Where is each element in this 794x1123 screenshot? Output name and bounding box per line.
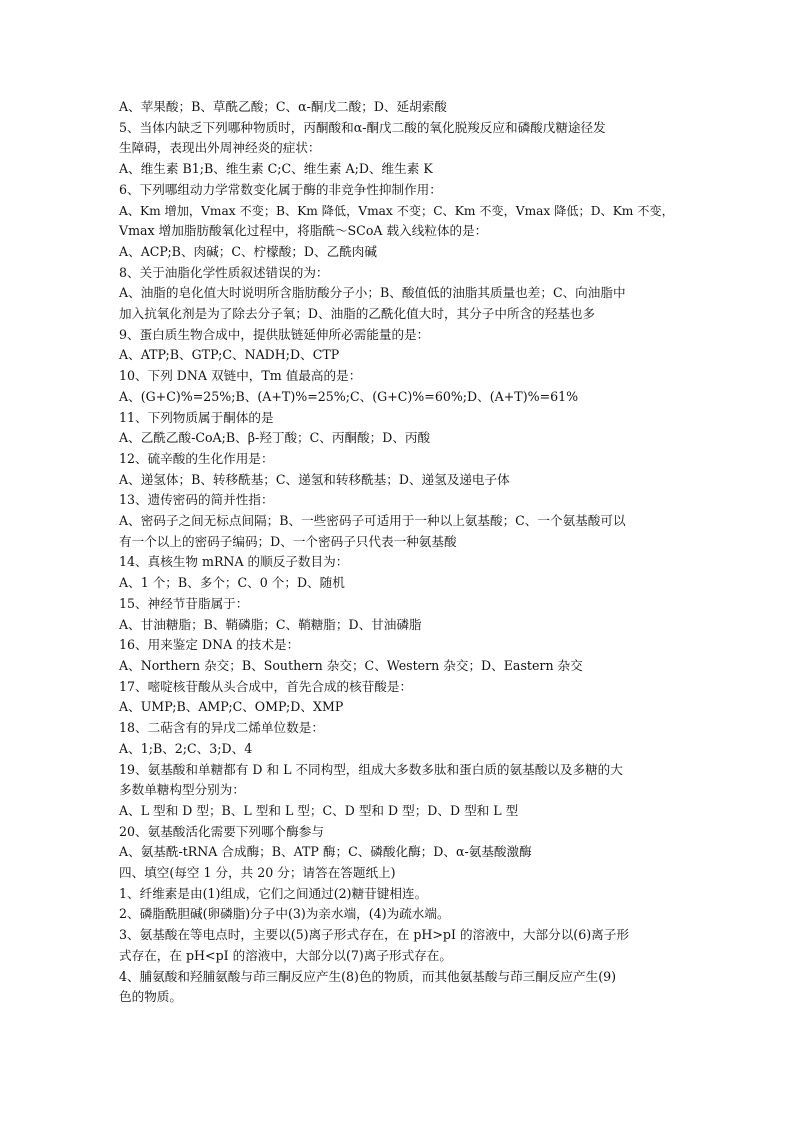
- text-line: 5、当体内缺乏下列哪种物质时，丙酮酸和α-酮戊二酸的氧化脱羧反应和磷酸戊糖途径发: [119, 119, 606, 135]
- text-line: 17、嘧啶核苷酸从头合成中，首先合成的核苷酸是：: [119, 678, 413, 694]
- text-line: A、密码子之间无标点间隔；B、一些密码子可适用于一种以上氨基酸；C、一个氨基酸可以: [119, 513, 626, 529]
- text-line: 13、遗传密码的简并性指：: [119, 492, 274, 508]
- text-line: 15、神经节苷脂属于：: [119, 595, 249, 611]
- text-line: A、维生素 B1;B、维生素 C;C、维生素 A;D、维生素 K: [119, 161, 433, 177]
- text-line: A、甘油糖脂；B、鞘磷脂；C、鞘糖脂；D、甘油磷脂: [119, 616, 422, 632]
- text-line: 11、下列物质属于酮体的是: [119, 409, 274, 425]
- document-body: [119, 97, 679, 1008]
- text-line: A、乙酰乙酸-CoA;B、β-羟丁酸；C、丙酮酸；D、丙酸: [119, 430, 431, 446]
- text-line: 2、磷脂酰胆碱(卵磷脂)分子中(3)为亲水端，(4)为疏水端。: [119, 906, 450, 922]
- text-line: A、Km 增加，Vmax 不变；B、Km 降低，Vmax 不变；C、Km 不变，Vmax 降低；D、Km 不变，: [119, 203, 674, 218]
- text-line: 18、二萜含有的异戊二烯单位数是：: [119, 720, 324, 736]
- text-line: A、苹果酸；B、草酰乙酸；C、α-酮戊二酸；D、延胡索酸: [119, 99, 447, 114]
- text-line: 色的物质。: [119, 989, 182, 1005]
- text-line: 6、下列哪组动力学常数变化属于酶的非竞争性抑制作用：: [119, 181, 442, 197]
- text-line: A、1;B、2;C、3;D、4: [119, 740, 253, 756]
- text-line: 14、真核生物 mRNA 的顺反子数目为：: [119, 554, 349, 570]
- text-line: A、ACP;B、肉碱；C、柠檬酸；D、乙酰肉碱: [119, 243, 377, 259]
- text-line: 19、氨基酸和单糖都有 D 和 L 不同构型，组成大多数多肽和蛋白质的氨基酸以及多糖的大: [119, 761, 623, 777]
- text-line: 16、用来鉴定 DNA 的技术是：: [119, 637, 300, 653]
- text-line: 生障碍，表现出外周神经炎的症状：: [119, 140, 321, 156]
- text-line: 有一个以上的密码子编码；D、一个密码子只代表一种氨基酸: [119, 533, 457, 549]
- text-line: 多数单糖构型分别为：: [119, 782, 245, 798]
- text-line: 9、蛋白质生物合成中，提供肽链延伸所必需能量的是：: [119, 326, 430, 342]
- text-line: 8、关于油脂化学性质叙述错误的为：: [119, 264, 329, 280]
- text-line: 四、填空(每空 1 分，共 20 分；请答在答题纸上): [119, 865, 396, 881]
- text-line: A、(G+C)%=25%;B、(A+T)%=25%;C、(G+C)%=60%;D、(A+T)%=61%: [119, 388, 579, 404]
- text-line: A、油脂的皂化值大时说明所含脂肪酸分子小；B、酸值低的油脂其质量也差；C、向油脂中: [119, 285, 626, 301]
- text-line: 4、脯氨酸和羟脯氨酸与茚三酮反应产生(8)色的物质，而其他氨基酸与茚三酮反应产生(9): [119, 968, 617, 984]
- text-line: 20、氨基酸活化需要下列哪个酶参与: [119, 823, 324, 839]
- text-line: A、L 型和 D 型；B、L 型和 L 型；C、D 型和 D 型；D、D 型和 L 型: [119, 802, 519, 818]
- text-line: A、Northern 杂交；B、Southern 杂交；C、Western 杂交；D、Eastern 杂交: [119, 657, 583, 673]
- text-line: 加入抗氧化剂是为了除去分子氧；D、油脂的乙酰化值大时，其分子中所含的羟基也多: [119, 306, 596, 322]
- text-line: A、ATP;B、GTP;C、NADH;D、CTP: [119, 347, 340, 363]
- text-line: A、氨基酰-tRNA 合成酶；B、ATP 酶；C、磷酸化酶；D、α-氨基酸激酶: [119, 844, 532, 860]
- text-line: A、递氢体；B、转移酰基；C、递氢和转移酰基；D、递氢及递电子体: [119, 471, 510, 487]
- text-line: Vmax 增加脂肪酸氧化过程中，将脂酰～SCoA 载入线粒体的是：: [119, 223, 488, 239]
- text-line: A、UMP;B、AMP;C、OMP;D、XMP: [119, 699, 344, 715]
- text-line: 1、纤维素是由(1)组成，它们之间通过(2)糖苷键相连。: [119, 885, 428, 901]
- text-line: 12、硫辛酸的生化作用是：: [119, 450, 274, 466]
- text-line: 3、氨基酸在等电点时，主要以(5)离子形式存在，在 pH>pI 的溶液中，大部分以(6)离子形: [119, 927, 629, 943]
- text-line: 式存在，在 pH<pI 的溶液中，大部分以(7)离子形式存在。: [119, 947, 452, 963]
- text-line: 10、下列 DNA 双链中，Tm 值最高的是：: [119, 368, 362, 384]
- text-line: A、1 个；B、多个；C、0 个；D、随机: [119, 575, 345, 591]
